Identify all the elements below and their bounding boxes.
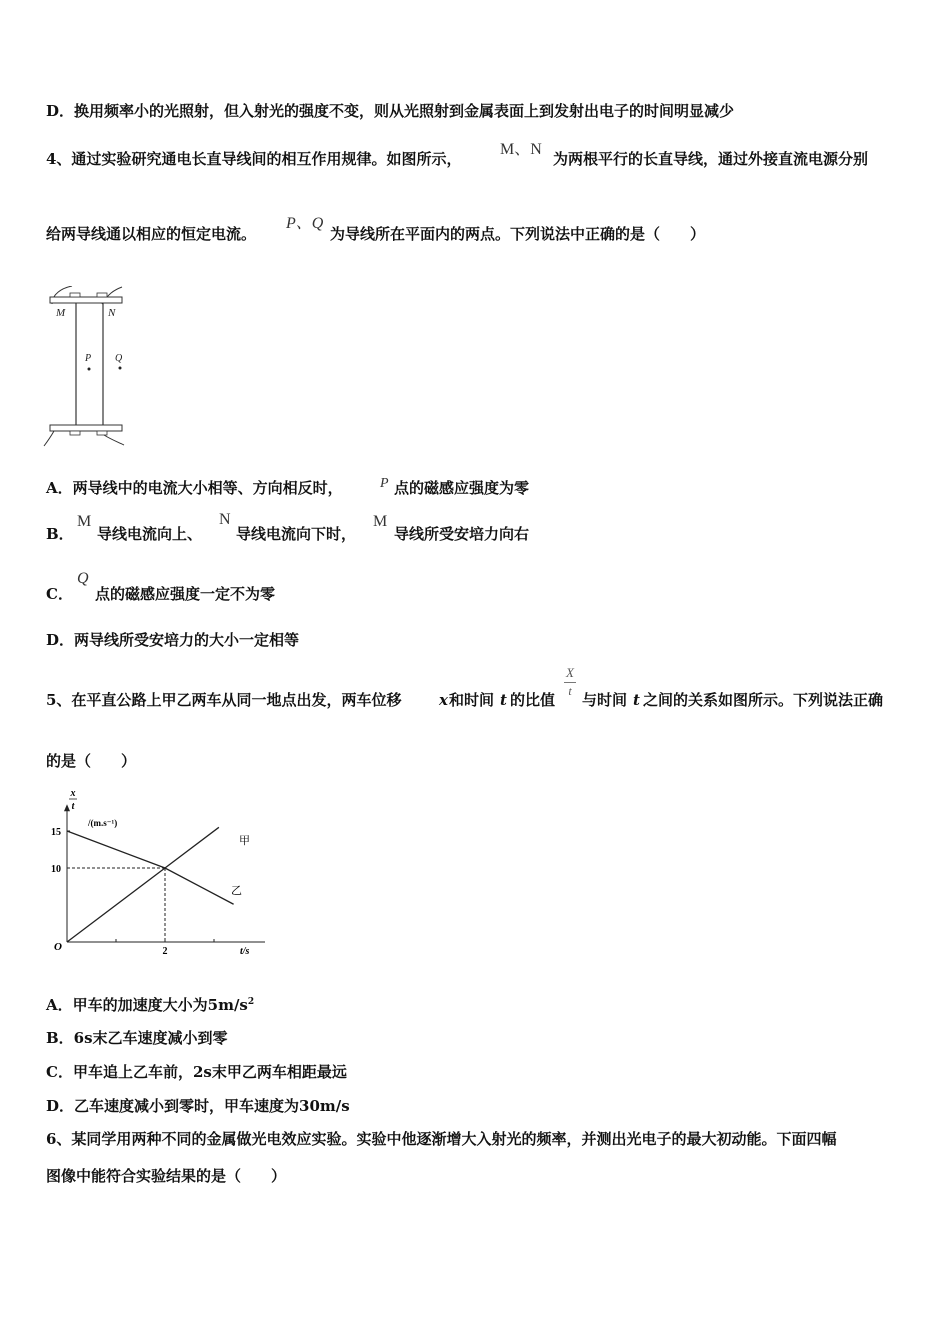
chart-x-tick-label: 2 xyxy=(162,946,168,957)
q4-option-b-m2-symbol: M xyxy=(373,513,388,530)
q5-frac-denominator: t xyxy=(568,684,572,698)
q6-stem-line2: 图像中能符合实验结果的是（ ） xyxy=(46,1167,287,1185)
chart-ylabel-numerator: x xyxy=(70,788,76,799)
q5-option-d: D．乙车速度减小到零时，甲车速度为30m/s xyxy=(46,1097,350,1115)
q4-upper-terminal-n xyxy=(97,293,107,297)
q4-option-b-part3: 导线电流向下时， xyxy=(236,525,357,543)
q5-stem-part3: 的比值 xyxy=(510,691,556,709)
q4-stem-mn-symbol: M、N xyxy=(500,141,542,158)
q5-option-a-text: A．甲车的加速度大小为5m/s xyxy=(46,996,248,1014)
q5-frac-numerator: X xyxy=(566,665,574,680)
chart-y-tick-label: 10 xyxy=(51,864,61,875)
q4-option-a-p-symbol: P xyxy=(380,476,389,491)
q5-option-c: C．甲车追上乙车前，2s末甲乙两车相距最远 xyxy=(46,1063,347,1081)
q5-stem-fraction xyxy=(563,665,577,699)
q4-stem-pq-symbol: P、Q xyxy=(286,215,324,232)
q4-label-n: N xyxy=(108,307,116,319)
q4-point-p xyxy=(88,368,91,371)
q4-stem-line2-start: 给两导线通以相应的恒定电流。 xyxy=(46,225,257,243)
q4-stem-line1-end: 为两根平行的长直导线，通过外接直流电源分别 xyxy=(553,150,869,168)
chart-series xyxy=(67,827,234,942)
q4-option-c-q-symbol: Q xyxy=(77,570,89,587)
q4-wires-figure xyxy=(42,286,132,448)
q4-option-b-end: 导线所受安培力向右 xyxy=(394,525,530,543)
q4-lower-terminal-n xyxy=(97,431,107,435)
q4-label-p: P xyxy=(85,353,92,364)
q5-stem-line2: 的是（ ） xyxy=(46,752,137,770)
q5-chart xyxy=(40,784,265,964)
chart-legend-yi: 乙 xyxy=(231,885,242,897)
q4-lower-left-lead xyxy=(44,431,54,446)
q5-stem-part1: 5、在平直公路上甲乙两车从同一地点出发，两车位移 xyxy=(46,691,402,709)
chart-y-tick-label: 15 xyxy=(51,827,61,838)
q4-stem-line1-start: 4、通过实验研究通电长直导线间的相互作用规律。如图所示， xyxy=(46,150,462,168)
q4-option-d: D．两导线所受安培力的大小一定相等 xyxy=(46,631,300,649)
q4-option-a-start: A．两导线中的电流大小相等、方向相反时， xyxy=(46,479,343,497)
q5-stem-t: t xyxy=(500,691,507,709)
q4-upper-bar xyxy=(50,297,122,303)
chart-y-axis-arrow xyxy=(64,804,70,811)
q4-option-a-end: 点的磁感应强度为零 xyxy=(394,479,530,497)
q4-lower-terminal-m xyxy=(70,431,80,435)
q5-stem-part4: 与时间 xyxy=(582,691,628,709)
q5-option-a xyxy=(46,992,254,1015)
chart-series-yi-line xyxy=(67,831,234,904)
q4-upper-terminal-m xyxy=(70,293,80,297)
q4-point-q xyxy=(119,367,122,370)
q4-stem-line2-end: 为导线所在平面内的两点。下列说法中正确的是（ ） xyxy=(330,225,706,243)
chart-origin-label: O xyxy=(54,941,62,953)
q5-option-b: B．6s末乙车速度减小到零 xyxy=(46,1029,228,1047)
q4-label-q: Q xyxy=(115,353,123,364)
q4-option-b-start: B． xyxy=(46,525,74,543)
q4-option-c-end: 点的磁感应强度一定不为零 xyxy=(95,585,276,603)
q5-option-a-sup: 2 xyxy=(247,997,255,1007)
chart-ylabel-denominator: t xyxy=(71,801,75,812)
q4-lower-bar xyxy=(50,425,122,431)
q4-option-b-part2: 导线电流向上、 xyxy=(97,525,203,543)
chart-xlabel: t/s xyxy=(240,946,250,957)
q4-option-c-start: C． xyxy=(46,585,73,603)
q4-option-b-m-symbol: M xyxy=(77,513,92,530)
q5-stem-x: x xyxy=(439,691,448,709)
q4-label-m: M xyxy=(56,307,66,319)
q5-stem-t2: t xyxy=(633,691,640,709)
q4-option-b-n-symbol: N xyxy=(219,511,231,528)
q3-option-d: D．换用频率小的光照射，但入射光的强度不变，则从光照射到金属表面上到发射出电子的时间明显减少 xyxy=(46,102,735,120)
q5-stem-part5: 之间的关系如图所示。下列说法正确 xyxy=(643,691,884,709)
q4-lower-right-lead xyxy=(104,435,124,445)
chart-yunit: /(m.s⁻¹) xyxy=(88,818,118,828)
q6-stem-line1: 6、某同学用两种不同的金属做光电效应实验。实验中他逐渐增大入射光的频率，并测出光电子的最大初动能。下面四幅 xyxy=(46,1130,837,1148)
q5-stem-part2: 和时间 xyxy=(449,691,495,709)
chart-legend-jia: 甲 xyxy=(239,835,250,847)
